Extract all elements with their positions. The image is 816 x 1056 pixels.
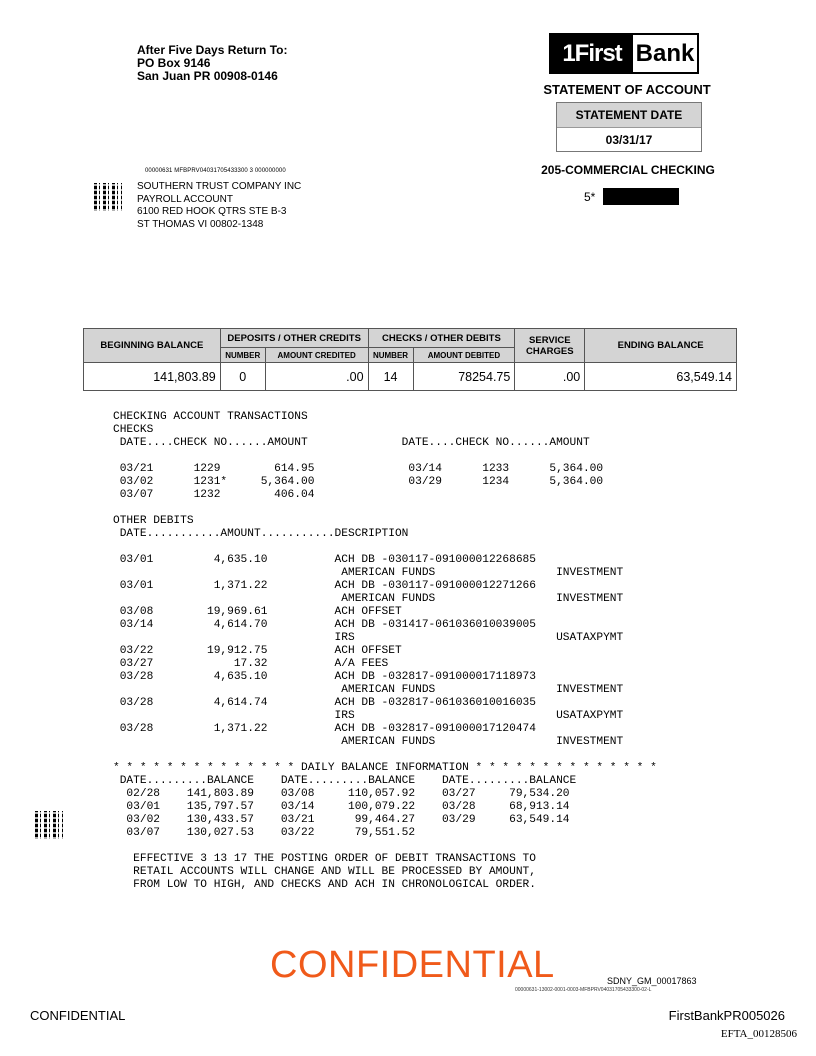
ending-balance-header: ENDING BALANCE (585, 329, 737, 363)
amount-debited-value: 78254.75 (413, 363, 515, 391)
deposit-number-header: NUMBER (220, 348, 265, 363)
amount-debited-header: AMOUNT DEBITED (413, 348, 515, 363)
efta-number: EFTA_00128506 (720, 1028, 797, 1040)
logo-first: 1First (551, 35, 633, 72)
statement-date-label: STATEMENT DATE (557, 103, 701, 128)
customer-address-line: ST THOMAS VI 00802-1348 (137, 218, 264, 230)
amount-credited-value: .00 (265, 363, 368, 391)
customer-address (137, 181, 301, 231)
sdny-bates-id: SDNY_GM_00017863 (607, 976, 697, 986)
bates-number: FirstBankPR005026 (668, 1008, 785, 1023)
service-charges-value: .00 (515, 363, 585, 391)
account-number-prefix: 5* (584, 190, 596, 204)
checks-header: CHECKS / OTHER DEBITS (368, 329, 515, 348)
bank-logo (549, 33, 699, 74)
deposit-count-value: 0 (220, 363, 265, 391)
deposits-header: DEPOSITS / OTHER CREDITS (220, 329, 368, 348)
account-type: 205-COMMERCIAL CHECKING (541, 163, 715, 177)
statement-date-value: 03/31/17 (605, 133, 653, 147)
statement-date-box (556, 102, 702, 152)
debit-number-header: NUMBER (368, 348, 413, 363)
mail-code: 00000631 MFBPRV04031705433300 3 000000000 (145, 168, 286, 174)
beginning-balance-value: 141,803.89 (84, 363, 221, 391)
statement-title: STATEMENT OF ACCOUNT (543, 82, 711, 97)
debit-count-value: 14 (368, 363, 413, 391)
return-address (137, 44, 287, 83)
return-address-line: San Juan PR 00908-0146 (137, 69, 278, 83)
amount-credited-header: AMOUNT CREDITED (265, 348, 368, 363)
return-address-line: After Five Days Return To: (137, 43, 288, 57)
confidential-label: CONFIDENTIAL (30, 1008, 126, 1023)
account-summary-table (83, 328, 737, 391)
confidential-stamp: CONFIDENTIAL (270, 944, 555, 986)
document-id-line: 00000631-13002-0001-0003-MFBPRV04031705433300-02-L (515, 987, 652, 993)
service-charges-header: SERVICE CHARGES (515, 329, 585, 363)
side-datamatrix-barcode (35, 811, 63, 839)
customer-address-line: 6100 RED HOOK QTRS STE B-3 (137, 206, 287, 217)
customer-address-line: SOUTHERN TRUST COMPANY INC (137, 181, 302, 192)
redaction-bar (603, 188, 679, 205)
ending-balance-value: 63,549.14 (585, 363, 737, 391)
beginning-balance-header: BEGINNING BALANCE (84, 329, 221, 363)
datamatrix-barcode (94, 183, 122, 211)
transaction-detail: CHECKING ACCOUNT TRANSACTIONS CHECKS DATE....CHECK NO......AMOUNT DATE....CHECK NO......AMOUNT 03/21 1229 614.95 03/14 1233 5,364.00 03/02 1231* 5,364.00 03/29 1234 5,364.00 03/07 1232 406.04 OTHER DEBITS DATE...........AMOUNT...........DESCRIPTION 03/01 4,635.10 ACH DB -030117-091000012268685 AMERICAN FUNDS INVESTMENT 03/01 1,371.22 ACH DB -030117-091000012271266 AMERICAN FUNDS INVESTMENT 03/08 19,969.61 ACH OFFSET 03/14 4,614.70 ACH DB -031417-061036010039005 IRS USATAXPYMT 03/22 19,912.75 ACH OFFSET 03/27 17.32 A/A FEES 03/28 4,635.10 ACH DB -032817-091000017118973 AMERICAN FUNDS INVESTMENT 03/28 4,614.74 ACH DB -032817-061036010016035 IRS USATAXPYMT 03/28 1,371.22 ACH DB -032817-091000017120474 AMERICAN FUNDS INVESTMENT * * * * * * * * * * * * * * DAILY BALANCE INFORMATION * * * * * * * * * * * * * * DATE.........BALANCE DATE.........BALANCE DATE.........BALANCE 02/28 141,803.89 03/08 110,057.92 03/27 79,534.20 03/01 135,797.57 03/14 100,079.22 03/28 68,913.14 03/02 130,433.57 03/21 99,464.27 03/29 63,549.14 03/07 130,027.53 03/22 79,551.52 EFFECTIVE 3 13 17 THE POSTING ORDER OF DEBIT TRANSACTIONS TO RETAIL ACCOUNTS WILL CHANGE AND WILL BE PROCESSED BY AMOUNT, FROM LOW TO HIGH, AND CHECKS AND ACH IN CHRONOLOGICAL ORDER. (113, 411, 657, 891)
return-address-line: PO Box 9146 (137, 56, 211, 70)
customer-address-line: PAYROLL ACCOUNT (137, 193, 233, 205)
logo-bank: Bank (633, 35, 697, 72)
